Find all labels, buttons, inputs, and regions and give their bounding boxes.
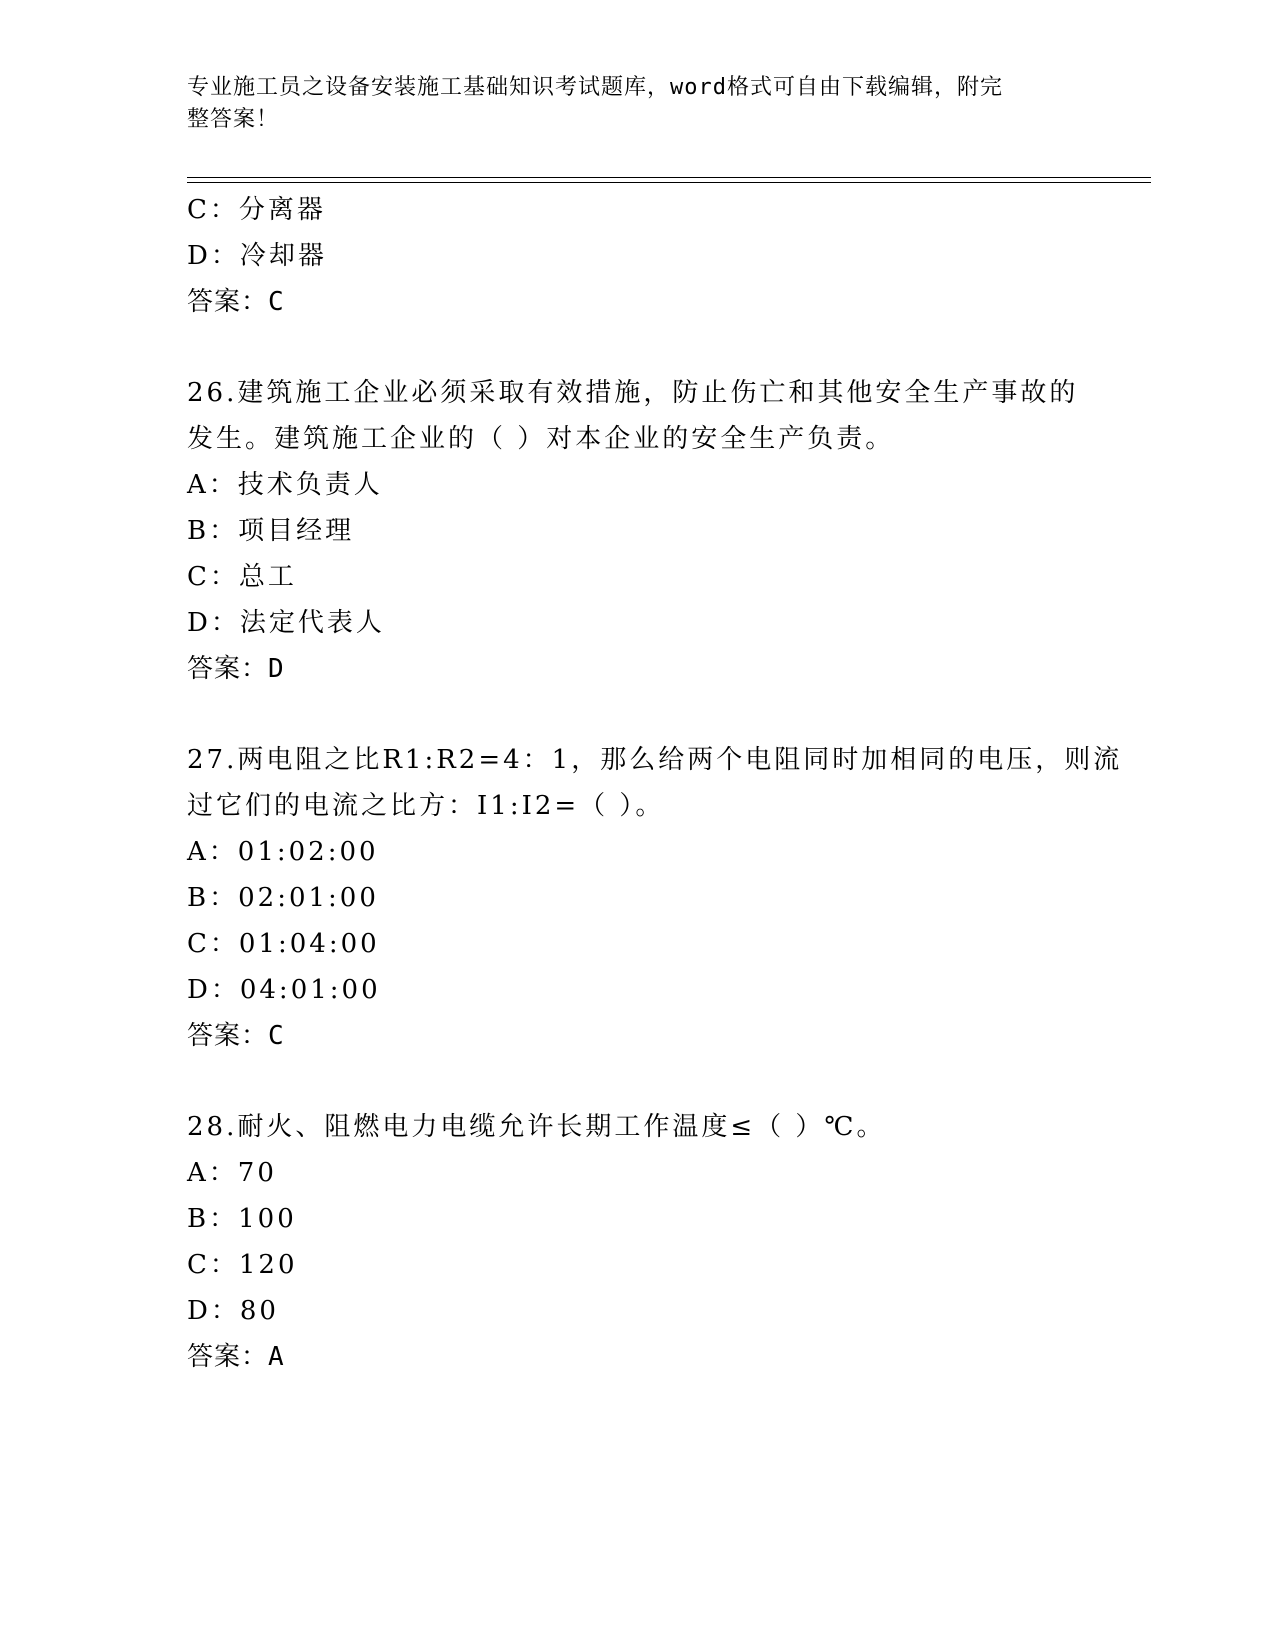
question-26 xyxy=(187,370,1127,692)
document-header xyxy=(187,72,1087,136)
previous-question-tail xyxy=(187,187,1127,325)
option-d: D：法定代表人 xyxy=(187,608,385,638)
option-b: B：02:01:00 xyxy=(187,883,379,913)
question-28 xyxy=(187,1104,1127,1380)
answer-line: 答案：D xyxy=(187,654,285,684)
document-body xyxy=(187,187,1127,1380)
option-c: C：120 xyxy=(187,1250,298,1280)
header-divider-bottom xyxy=(187,182,1151,183)
header-title-line-1: 专业施工员之设备安装施工基础知识考试题库，word格式可自由下载编辑，附完 xyxy=(187,75,1003,100)
question-stem-line-2: 发生。建筑施工企业的（ ）对本企业的安全生产负责。 xyxy=(187,424,895,454)
option-c: C：01:04:00 xyxy=(187,929,380,959)
option-c: C：分离器 xyxy=(187,195,326,225)
option-a: A：70 xyxy=(187,1158,277,1188)
header-title-line-2: 整答案！ xyxy=(187,107,280,132)
question-27 xyxy=(187,737,1127,1059)
question-stem-line-2: 过它们的电流之比方：I1:I2=（ ）。 xyxy=(187,791,665,821)
option-d: D：04:01:00 xyxy=(187,975,381,1005)
option-a: A：技术负责人 xyxy=(187,470,383,500)
answer-line: 答案：C xyxy=(187,1021,285,1051)
header-divider-top xyxy=(187,177,1151,178)
option-a: A：01:02:00 xyxy=(187,837,379,867)
option-c: C：总工 xyxy=(187,562,297,592)
option-b: B：100 xyxy=(187,1204,297,1234)
option-d: D：80 xyxy=(187,1296,279,1326)
question-stem-line-1: 28.耐火、阻燃电力电缆允许长期工作温度≤（ ）℃。 xyxy=(187,1112,886,1142)
answer-line: 答案：C xyxy=(187,287,285,317)
question-stem-line-1: 27.两电阻之比R1:R2=4：1，那么给两个电阻同时加相同的电压，则流 xyxy=(187,745,1123,775)
answer-line: 答案：A xyxy=(187,1342,285,1372)
question-stem-line-1: 26.建筑施工企业必须采取有效措施，防止伤亡和其他安全生产事故的 xyxy=(187,378,1079,408)
option-d: D：冷却器 xyxy=(187,241,327,271)
option-b: B：项目经理 xyxy=(187,516,355,546)
